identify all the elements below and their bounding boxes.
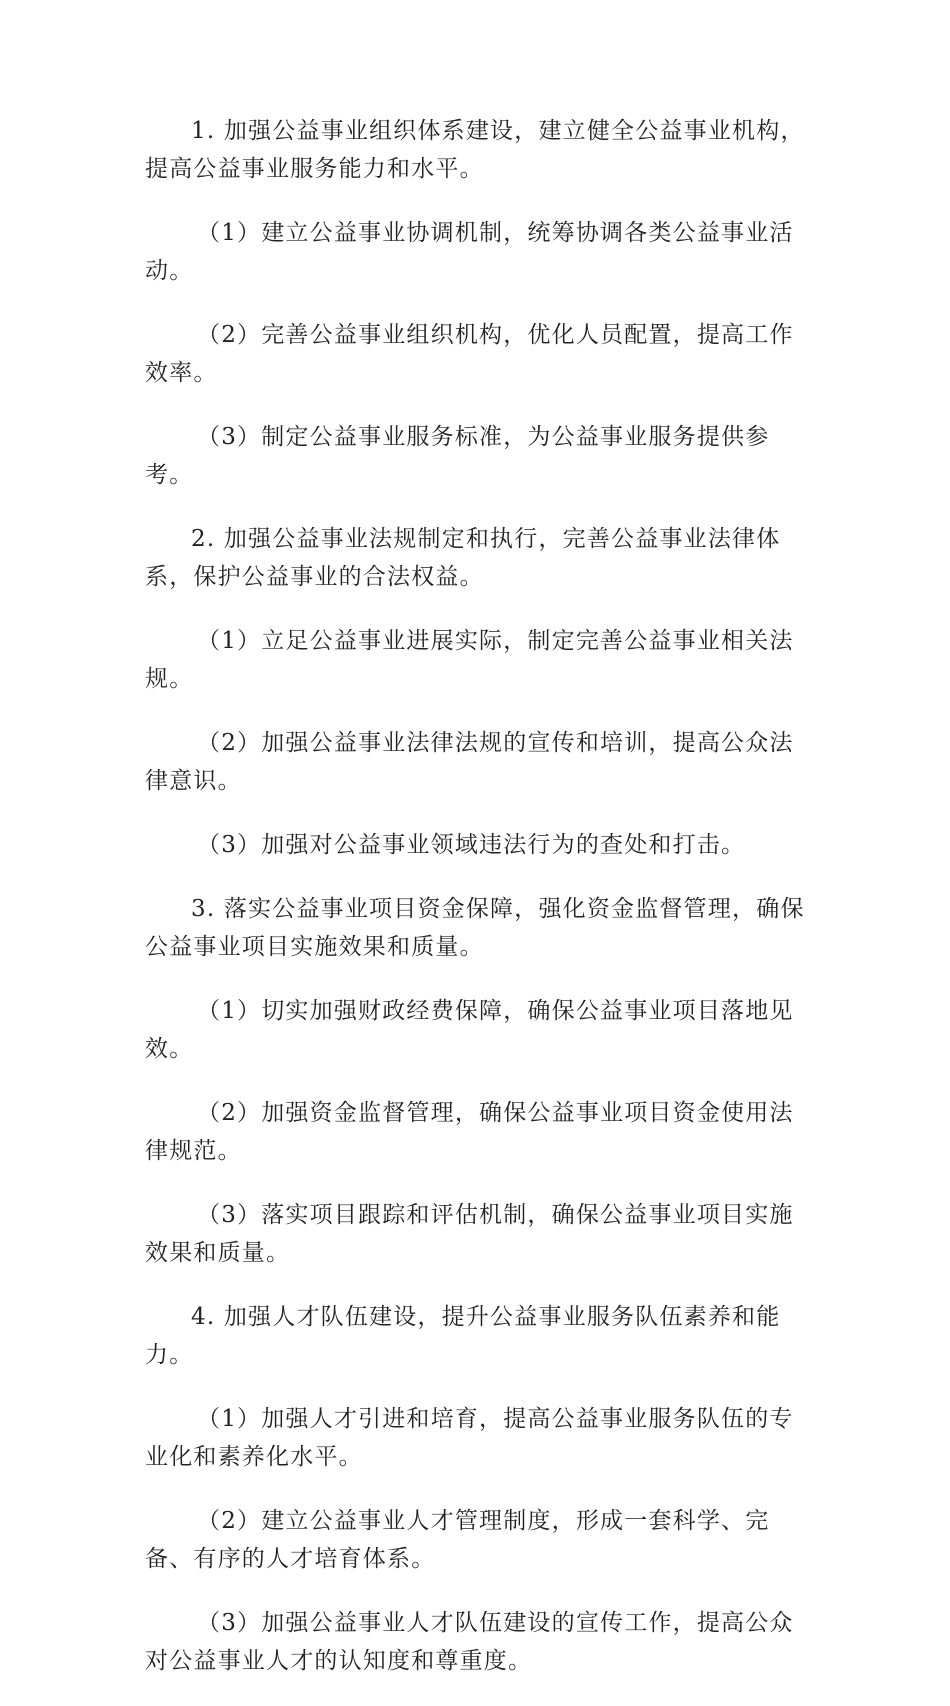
section-4-item-1: （1）加强人才引进和培育，提高公益事业服务队伍的专业化和素养化水平。: [145, 1406, 794, 1470]
section-2-item-1: （1）立足公益事业进展实际，制定完善公益事业相关法规。: [145, 628, 794, 692]
section-4-heading: 4. 加强人才队伍建设，提升公益事业服务队伍素养和能力。: [145, 1304, 781, 1368]
document-body: [145, 112, 810, 1706]
section-4-item-3: （3）加强公益事业人才队伍建设的宣传工作，提高公众对公益事业人才的认知度和尊重度。: [145, 1610, 794, 1674]
section-1-item-1: （1）建立公益事业协调机制，统筹协调各类公益事业活动。: [145, 220, 794, 284]
section-1-item-2: （2）完善公益事业组织机构，优化人员配置，提高工作效率。: [145, 322, 794, 386]
section-1-heading: 1. 加强公益事业组织体系建设，建立健全公益事业机构，提高公益事业服务能力和水平。: [145, 118, 805, 182]
section-2-heading: 2. 加强公益事业法规制定和执行，完善公益事业法律体系，保护公益事业的合法权益。: [145, 526, 781, 590]
section-3-item-2: （2）加强资金监督管理，确保公益事业项目资金使用法律规范。: [145, 1100, 794, 1164]
section-3-item-1: （1）切实加强财政经费保障，确保公益事业项目落地见效。: [145, 998, 794, 1062]
section-3-heading: 3. 落实公益事业项目资金保障，强化资金监督管理，确保公益事业项目实施效果和质量。: [145, 896, 805, 960]
section-3-item-3: （3）落实项目跟踪和评估机制，确保公益事业项目实施效果和质量。: [145, 1202, 794, 1266]
section-2-item-2: （2）加强公益事业法律法规的宣传和培训，提高公众法律意识。: [145, 730, 794, 794]
section-4-item-2: （2）建立公益事业人才管理制度，形成一套科学、完备、有序的人才培育体系。: [145, 1508, 770, 1572]
section-1-item-3: （3）制定公益事业服务标准，为公益事业服务提供参考。: [145, 424, 770, 488]
section-2-item-3: （3）加强对公益事业领域违法行为的查处和打击。: [197, 832, 746, 858]
